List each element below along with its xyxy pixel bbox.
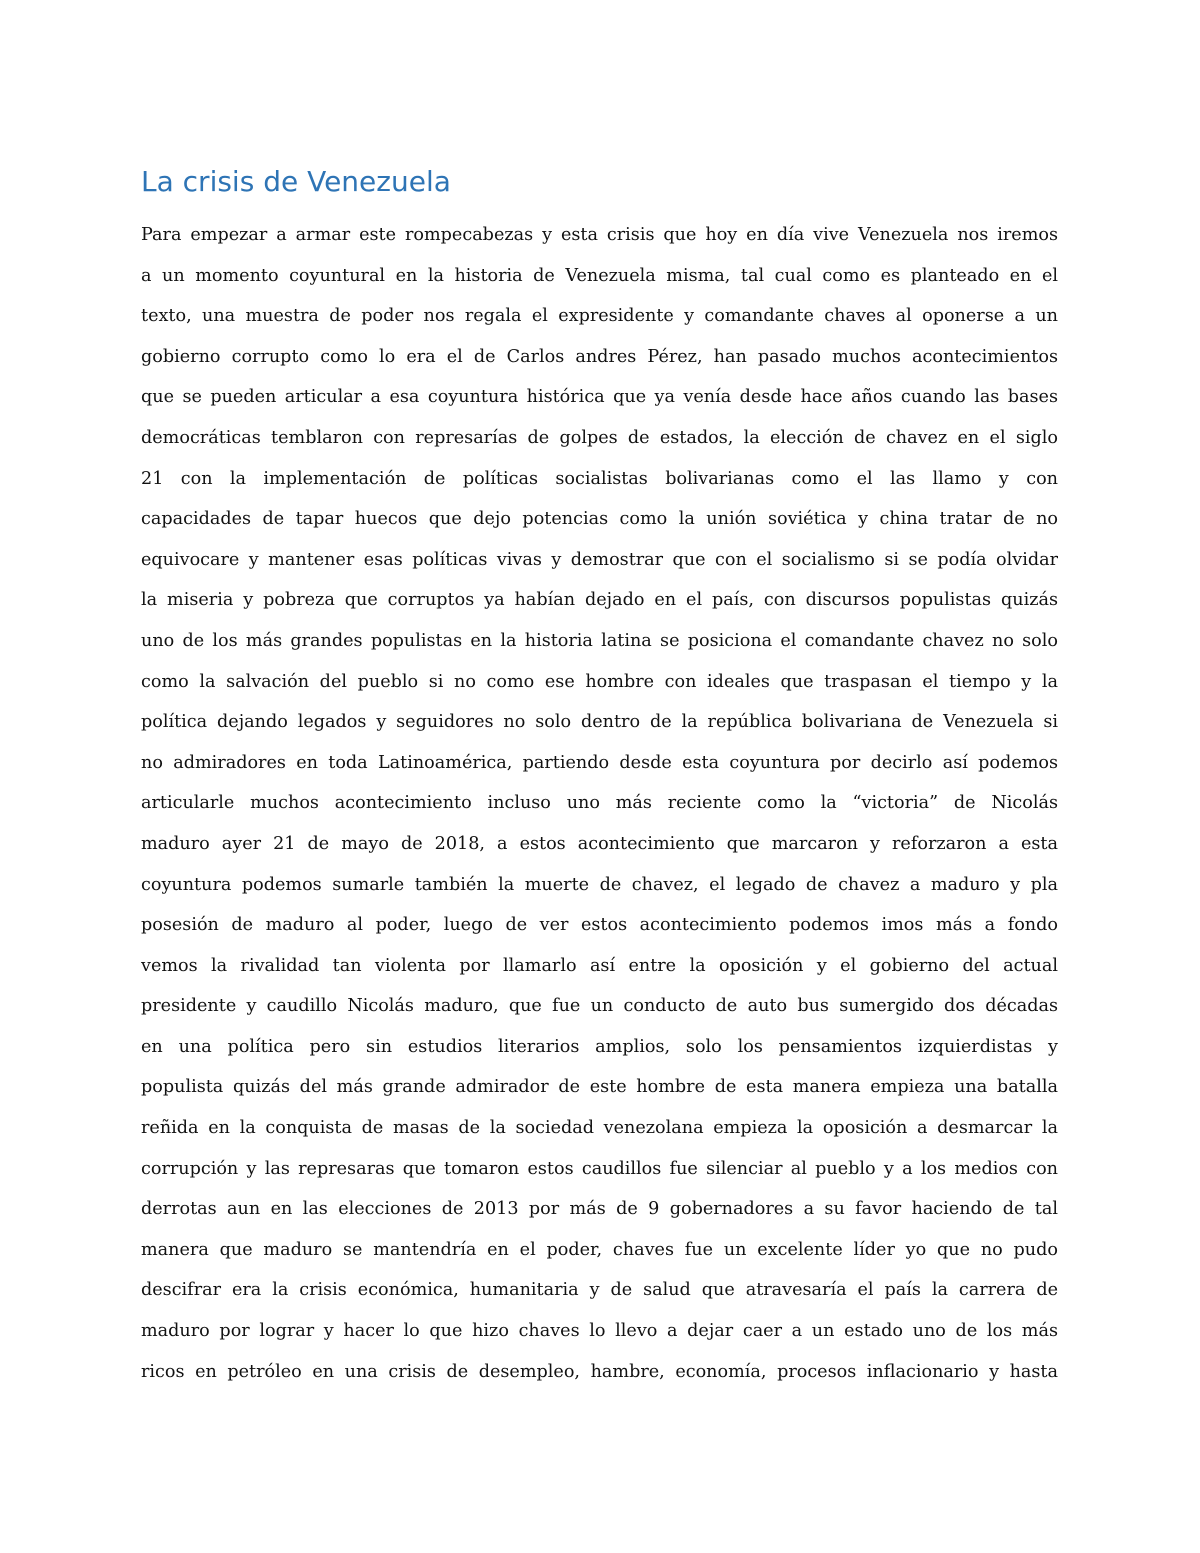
body-line: manera que maduro se mantendría en el poder, chaves fue un excelente líder yo que no pudo bbox=[141, 1239, 1058, 1260]
body-line: corrupción y las represaras que tomaron estos caudillos fue silenciar al pueblo y a los medios con bbox=[141, 1158, 1058, 1179]
body-line: derrotas aun en las elecciones de 2013 por más de 9 gobernadores a su favor haciendo de tal bbox=[141, 1199, 1058, 1220]
body-line: reñida en la conquista de masas de la sociedad venezolana empieza la oposición a desmarcar la bbox=[141, 1118, 1058, 1139]
body-line: democráticas temblaron con represarías de golpes de estados, la elección de chavez en el siglo bbox=[141, 427, 1058, 448]
body-line: vemos la rivalidad tan violenta por llamarlo así entre la oposición y el gobierno del actual bbox=[141, 955, 1058, 976]
body-line: gobierno corrupto como lo era el de Carlos andres Pérez, han pasado muchos acontecimientos bbox=[141, 346, 1058, 367]
body-line: articularle muchos acontecimiento incluso uno más reciente como la “victoria” de Nicolás bbox=[141, 793, 1058, 814]
body-line: ricos en petróleo en una crisis de desempleo, hambre, economía, procesos inflacionario y hasta bbox=[141, 1361, 1058, 1382]
body-line: equivocare y mantener esas políticas vivas y demostrar que con el socialismo si se podía olvidar bbox=[141, 549, 1058, 570]
body-line: uno de los más grandes populistas en la historia latina se posiciona el comandante chavez no solo bbox=[141, 630, 1058, 651]
body-line: política dejando legados y seguidores no solo dentro de la república bolivariana de Venezuela si bbox=[141, 712, 1058, 733]
body-line: 21 con la implementación de políticas socialistas bolivarianas como el las llamo y con bbox=[141, 468, 1058, 489]
body-line: a un momento coyuntural en la historia de Venezuela misma, tal cual como es planteado en el bbox=[141, 265, 1058, 286]
body-line: populista quizás del más grande admirador de este hombre de esta manera empieza una batalla bbox=[141, 1077, 1058, 1098]
document-title: La crisis de Venezuela bbox=[141, 165, 451, 198]
body-line: no admiradores en toda Latinoamérica, partiendo desde esta coyuntura por decirlo así podemos bbox=[141, 752, 1058, 773]
body-line: como la salvación del pueblo si no como ese hombre con ideales que traspasan el tiempo y la bbox=[141, 671, 1058, 692]
document-body bbox=[141, 215, 1058, 1392]
body-line: capacidades de tapar huecos que dejo potencias como la unión soviética y china tratar de no bbox=[141, 509, 1058, 530]
body-line: que se pueden articular a esa coyuntura histórica que ya venía desde hace años cuando las bases bbox=[141, 387, 1058, 408]
body-line: posesión de maduro al poder, luego de ver estos acontecimiento podemos imos más a fondo bbox=[141, 915, 1058, 936]
body-line: descifrar era la crisis económica, humanitaria y de salud que atravesaría el país la carrera de bbox=[141, 1280, 1058, 1301]
body-line: Para empezar a armar este rompecabezas y esta crisis que hoy en día vive Venezuela nos iremos bbox=[141, 225, 1058, 245]
body-line: en una política pero sin estudios literarios amplios, solo los pensamientos izquierdistas y bbox=[141, 1036, 1058, 1057]
body-line: maduro por lograr y hacer lo que hizo chaves lo llevo a dejar caer a un estado uno de los más bbox=[141, 1321, 1058, 1342]
body-line: la miseria y pobreza que corruptos ya habían dejado en el país, con discursos populistas quizás bbox=[141, 590, 1058, 611]
body-line: texto, una muestra de poder nos regala el expresidente y comandante chaves al oponerse a un bbox=[141, 306, 1058, 327]
body-line: maduro ayer 21 de mayo de 2018, a estos acontecimiento que marcaron y reforzaron a esta bbox=[141, 833, 1058, 854]
body-line: presidente y caudillo Nicolás maduro, que fue un conducto de auto bus sumergido dos décadas bbox=[141, 996, 1058, 1017]
body-line: coyuntura podemos sumarle también la muerte de chavez, el legado de chavez a maduro y pla bbox=[141, 874, 1058, 895]
